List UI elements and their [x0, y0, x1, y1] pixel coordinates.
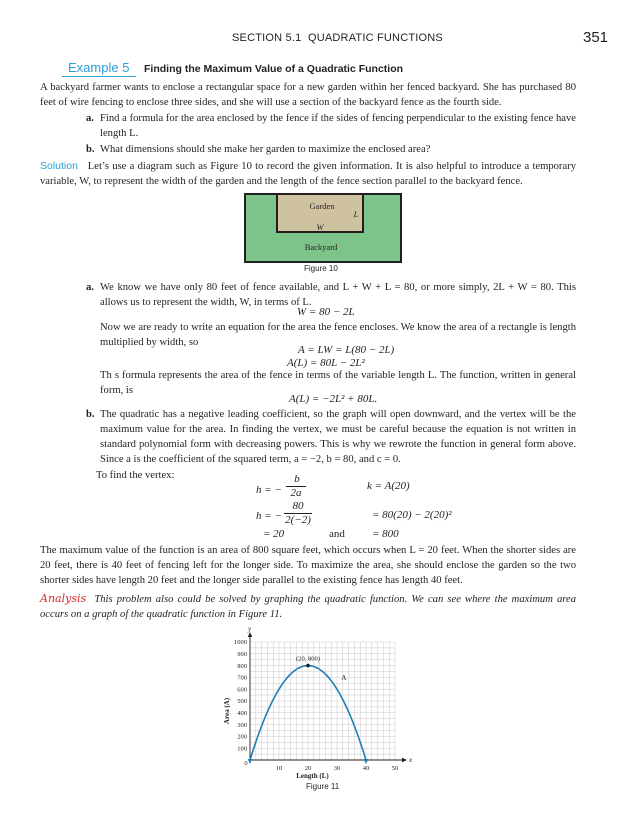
h-substituted-denominator: 2(−2): [285, 514, 311, 526]
vertex-point: [306, 664, 310, 668]
conclusion-paragraph: The maximum value of the function is an area of 800 square feet, which occurs when L = 20 feet. When the shorter sides are 20 feet, there is 40 feet of fencing left for the longer side. To maximize the area, she should enclose the garden so the two shorter sides have length 20 feet and the longer side parallel to the existing fence has length 40 feet.: [40, 545, 576, 586]
part-b-text: What dimensions should she make her garden to maximize the enclosed area?: [100, 144, 431, 155]
vertex-intro: To find the vertex:: [96, 470, 175, 481]
k-result: = 800: [372, 528, 399, 540]
analysis-text: This problem also could be solved by graphing the quadratic function. We can see where the maximum area occurs on a graph of the quadratic function in Figure 11.: [40, 594, 576, 620]
running-header: [232, 32, 443, 44]
y-tick-label: 800: [237, 662, 247, 670]
k-substituted: = 80(20) − 2(20)²: [372, 509, 452, 521]
answer-a-label: a.: [86, 282, 94, 293]
x-tick-label: 50: [391, 765, 399, 772]
y-tick-label: 400: [237, 710, 247, 717]
vertex-label: (20, 800): [296, 655, 320, 663]
h-result: = 20: [263, 528, 285, 540]
answer-a-p1: We know we have only 80 feet of fence available, and L + W + L = 80, or more simply, 2L + W = 80. This allows us to represent the width, W, in terms of L.: [100, 282, 576, 308]
part-a-text: Find a formula for the area enclosed by the fence if the sides of fencing perpendicular to the existing fence have length L.: [100, 113, 576, 139]
figure11-caption: Figure 11: [306, 782, 340, 791]
example-label: Example 5: [68, 60, 130, 75]
part-b-label: b.: [86, 144, 95, 155]
curve-arrow-left: [248, 759, 253, 764]
example-underline: [62, 76, 136, 77]
width-letter: W: [316, 222, 324, 232]
x-axis-arrow: [402, 758, 407, 762]
x-tick-label: 40: [362, 765, 370, 772]
answer-b-p1: The quadratic has a negative leading coefficient, so the graph will open downward, and the vertex will be the maximum value for the area. In finding the vertex, we must be careful because the equation is not written in standard polynomial form with decreasing powers. This is why we rewrote the function in general form above. Since a is the coefficient of the squared term, a = −2, b = 80, and c = 0.: [100, 409, 576, 465]
y-tick-label: 1000: [234, 639, 247, 647]
y-axis-title: Area (A): [223, 697, 231, 725]
x-tick-label: 30: [333, 765, 341, 772]
y-tick-label: 900: [237, 651, 247, 658]
section-number: SECTION 5.1: [232, 32, 302, 44]
answer-a-p2: Now we are ready to write an equation for the area the fence encloses. We know the area of a rectangle is length multiplied by width, so: [100, 322, 576, 348]
h-formula-lhs: h = −: [256, 484, 282, 496]
length-letter: L: [353, 209, 359, 219]
solution-paragraph: [40, 159, 576, 189]
equation-w: W = 80 − 2L: [297, 306, 355, 318]
part-a-label: a.: [86, 113, 94, 124]
x-tick-label: 10: [275, 765, 283, 772]
section-title: QUADRATIC FUNCTIONS: [307, 32, 443, 44]
h-substituted-lhs: h = −: [256, 510, 282, 522]
k-formula: k = A(20): [367, 480, 410, 492]
y-tick-label: 500: [237, 698, 247, 706]
equation-area-expanded: A(L) = 80L − 2L²: [287, 357, 365, 369]
figure10-caption: Figure 10: [304, 264, 338, 273]
h-formula-numerator: b: [294, 473, 300, 485]
solution-label: Solution: [40, 160, 78, 172]
y-tick-label: 300: [237, 721, 247, 729]
garden-text: Garden: [309, 201, 335, 211]
h-substituted-numerator: 80: [292, 500, 304, 512]
graph-axes: [247, 625, 413, 764]
backyard-text: Backyard: [304, 242, 338, 252]
y-tick-label: 600: [237, 686, 247, 694]
y-tick-label: 700: [237, 674, 247, 682]
answer-b-label: b.: [86, 409, 95, 420]
analysis-label: Analysis: [40, 592, 87, 605]
example-title: Finding the Maximum Value of a Quadratic Function: [144, 63, 404, 75]
and-word: and: [329, 528, 345, 540]
garden-diagram: [244, 193, 402, 263]
page-number: 351: [583, 29, 609, 46]
equation-area-product: A = LW = L(80 − 2L): [298, 344, 395, 356]
analysis-paragraph: [40, 591, 576, 622]
x-tick-label: 0: [244, 760, 248, 767]
problem-intro: A backyard farmer wants to enclose a rectangular space for a new garden within her fenced backyard. She has purchased 80 feet of wire fencing to enclose three sides, and she will use a section of the backyard fence as the fourth side.: [40, 82, 576, 108]
y-axis-letter: y: [248, 625, 252, 633]
x-axis-letter: x: [409, 756, 413, 764]
y-tick-label: 100: [237, 745, 247, 753]
h-formula-denominator: 2a: [290, 487, 302, 499]
curve-arrow-right: [364, 759, 369, 764]
solution-intro: Let’s use a diagram such as Figure 10 to record the given information. It is also helpful to introduce a temporary variable, W, to represent the width of the garden and the length of the fence section parallel to the backyard fence.: [40, 161, 576, 187]
area-graph: [216, 625, 416, 780]
equation-general-form: A(L) = −2L² + 80L.: [289, 393, 378, 405]
answer-a-p3: Th s formula represents the area of the fence in terms of the variable length L. The function, written in general form, is: [100, 370, 576, 396]
x-axis-title: Length (L): [296, 772, 329, 780]
x-tick-label: 20: [304, 765, 312, 772]
y-tick-label: 200: [237, 733, 247, 741]
curve-label: A: [341, 673, 347, 682]
